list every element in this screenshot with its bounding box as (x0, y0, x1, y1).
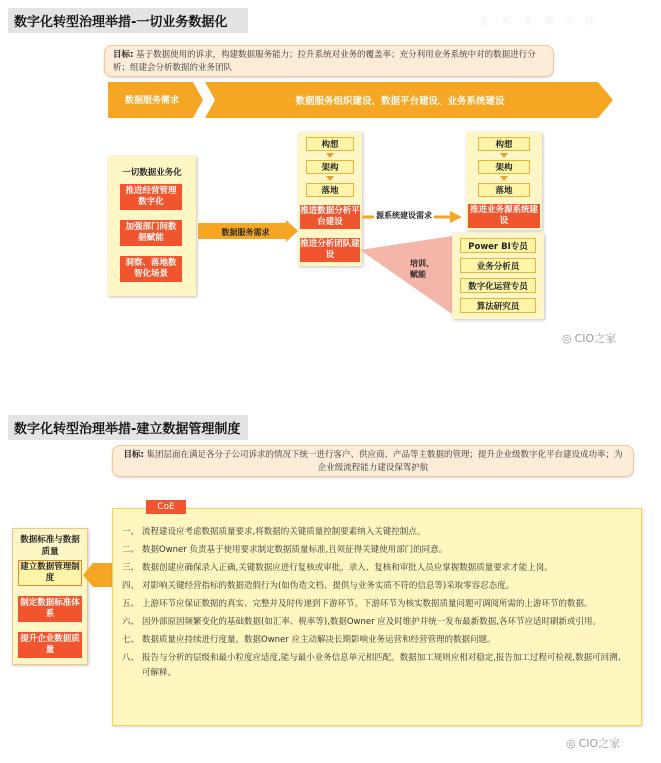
mid-stack-2: 架构 (306, 160, 354, 174)
left-panel-item-3: 提升企业数据质量 (18, 632, 82, 658)
right-arrow-1 (500, 153, 508, 158)
mid-stack-1: 构想 (306, 137, 354, 151)
watermark-2 (566, 735, 620, 751)
rule-5-text: 上游环节应保证数据的真实、完整并及时传递到下游环节。下游环节为核实数据质量问题可调阅所需的上游环节的数据。 (142, 599, 593, 609)
team-item-4: 算法研究员 (460, 298, 536, 313)
section2-title: 数字化转型治理举措-建立数据管理制度 (8, 415, 248, 440)
right-stack-2: 架构 (478, 160, 530, 174)
rule-4-text: 对影响关键经营指标的数据造假行为(如伪造文档、提供与业务实质不符的信息等)采取零容忍态度。 (142, 581, 515, 591)
goal-text: 基于数据使用的诉求，构建数据服务能力；拉升系统对业务的覆盖率；充分利用业务系统中对的数据进行分析；组建会分析数据的业务团队 (113, 50, 536, 73)
right-red: 推进业务源系统建设 (469, 205, 538, 226)
mid-red-2: 推进分析团队建设 (300, 239, 360, 260)
rule-8-num: 八、 (122, 653, 140, 663)
goal2-text: 集团层面在满足各分子公司诉求的情况下统一进行客户、供应商、产品等主数据的管理；提升企业级数字化平台建设成功率；为企业级流程能力建设保驾护航 (146, 450, 623, 473)
rule-5 (122, 597, 632, 612)
rule-2-num: 二、 (122, 545, 140, 555)
rule-8 (122, 651, 632, 681)
demand-arrow-label: 数据服务需求 (221, 228, 270, 237)
section2-goal (112, 445, 634, 477)
left-panel-item-1: 建立数据管理制度 (18, 560, 82, 586)
rule-1-num: 一、 (122, 527, 140, 537)
rule-7-text: 数据质量应持续进行度量。数据Owner 应主动解决长期影响业务运营和经营管理的数据问题。 (142, 635, 496, 645)
left-item-1: 推进经营管理数字化 (120, 184, 182, 210)
left-panel-item-2: 制定数据标准体系 (18, 596, 82, 622)
rule-2-text: 数据Owner 负责基于使用要求制定数据质量标准,且须征得关键使用部门的同意。 (142, 545, 448, 555)
training-triangle (360, 236, 452, 316)
source-arrow-label: 源系统建设需求 (376, 211, 432, 220)
right-stack-1: 构想 (478, 137, 530, 151)
right-stack-3: 落地 (478, 183, 530, 197)
mid-arrow-2 (326, 176, 334, 181)
rule-6-num: 六、 (122, 617, 140, 627)
goal-label: 目标: (113, 50, 134, 60)
rules-list (122, 525, 632, 681)
left-box-title: 一切数据业务化 (122, 168, 182, 178)
rule-4 (122, 579, 632, 594)
coe-tab: CoE (146, 500, 186, 514)
rule-8-text: 报告与分析的层级和最小粒度应适度,能与最小业务信息单元相匹配。数据加工规则应相对稳定,报告加工过程可检视,数据可回溯、可解释。 (142, 653, 627, 678)
mid-stack-3: 落地 (306, 183, 354, 197)
mid-red-1: 推进数据分析平台建设 (300, 206, 360, 227)
mid-arrow-1 (326, 153, 334, 158)
banner-left-label: 数据服务需求 (124, 96, 179, 106)
left-panel-title: 数据标准与数据质量 (20, 535, 80, 557)
rule-6 (122, 615, 632, 630)
team-item-3: 数字化运营专员 (460, 278, 536, 293)
rule-3 (122, 561, 632, 576)
rule-1-text: 流程建设应考虑数据质量要求,将数据的关键质量控制要素纳入关键控制点。 (142, 527, 426, 537)
training-label: 培训、赋能 (410, 259, 434, 279)
rule-7 (122, 633, 632, 648)
faint-header: 在 本 文 案 中 添 (480, 16, 600, 27)
banner-right-label: 数据服务组织建设、数据平台建设、业务系统建设 (295, 96, 505, 107)
rule-3-text: 数据创建应确保录入正确,关键数据应进行复核或审批。录入、复核和审批人员应掌握数据质量要求才能上岗。 (142, 563, 553, 573)
rule-1 (122, 525, 632, 540)
left-item-2: 加强部门间数据赋能 (120, 220, 182, 246)
watermark-1-text: CIO之家 (574, 332, 617, 345)
section1-goal (104, 45, 554, 77)
rule-7-num: 七、 (122, 635, 140, 645)
section1-title: 数字化转型治理举措-一切业务数据化 (8, 8, 248, 33)
rule-5-num: 五、 (122, 599, 140, 609)
left-item-3: 洞察、落地数智化场景 (120, 256, 182, 282)
right-arrow-2 (500, 176, 508, 181)
rule-6-text: 因外部原因频繁变化的基础数据(如汇率、税率等),数据Owner 应及时维护并统一发布最新数据,各环节应适时刷新或引用。 (142, 617, 601, 627)
rule-2 (122, 543, 632, 558)
wechat-icon: ◎ (566, 736, 576, 750)
goal2-label: 目标: (123, 450, 144, 460)
team-item-2: 业务分析员 (460, 258, 536, 273)
rule-4-num: 四、 (122, 581, 140, 591)
rule-3-num: 三、 (122, 563, 140, 573)
watermark-1 (562, 330, 616, 346)
wechat-icon: ◎ (562, 331, 572, 345)
watermark-2-text: CIO之家 (578, 737, 621, 750)
team-item-1: Power BI专员 (460, 238, 536, 253)
